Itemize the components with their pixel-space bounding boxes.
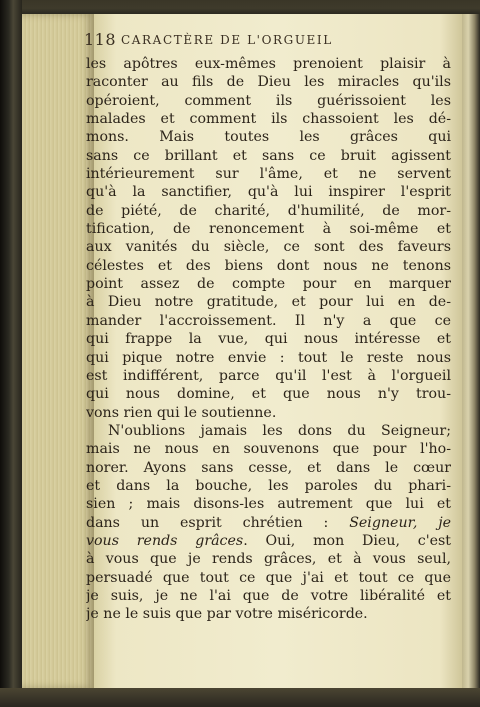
page-text [86, 55, 451, 624]
text-line: les apôtres eux-mêmes prenoient plaisir à [86, 56, 451, 72]
text-line: raconter au fils de Dieu les miracles qu'ils [86, 74, 451, 91]
text-line: mons. Mais toutes les grâces qui [86, 129, 451, 146]
text-line: vons rien qui le soutienne. [86, 404, 277, 421]
text-line: à vous que je rends grâces, et à vous seul, [86, 551, 451, 568]
text-line-with-italic [86, 532, 451, 550]
text-line: point assez de compte pour en marquer [86, 276, 451, 293]
text-line: sien ; mais disons-les autrement que lui et [86, 496, 451, 513]
running-title: CARACTÈRE DE L'ORGUEIL [121, 33, 333, 47]
paragraph-2 [86, 422, 451, 624]
text-line: persuadé que tout ce que j'ai et tout ce que [86, 569, 451, 586]
italic-quote: Seigneur, je [349, 514, 451, 531]
text-run: . Oui, mon Dieu, c'est [243, 532, 451, 549]
text-line: à Dieu notre gratitude, et pour lui en de- [86, 294, 451, 311]
page-header [84, 30, 454, 54]
text-line: norer. Ayons sans cesse, et dans le cœur [86, 459, 451, 476]
text-line: N'oublions jamais les dons du Seigneur; [108, 422, 451, 439]
text-line: qui pique notre envie : tout le reste nous [86, 349, 451, 366]
book-binding-top [0, 0, 480, 14]
paragraph-1 [86, 55, 451, 422]
page-edges-stack [22, 14, 94, 688]
text-line: et dans la bouche, les paroles du phari- [86, 477, 451, 494]
text-line: intérieurement sur l'âme, et ne servent [86, 166, 451, 183]
text-line: qu'à la sanctifier, qu'à lui inspirer l'esprit [86, 184, 451, 201]
text-line: célestes et des biens dont nous ne tenons [86, 257, 451, 274]
book-binding-bottom [0, 688, 480, 707]
page-number: 118 [84, 30, 117, 49]
text-line: opéroient, comment ils guérissoient les [86, 92, 451, 109]
text-line: de piété, de charité, d'humilité, de mor- [86, 202, 451, 219]
facing-page-edge [462, 14, 480, 688]
text-line: qui nous domine, et que nous n'y trou- [86, 386, 451, 403]
text-run: dans un esprit chrétien : [86, 514, 350, 531]
text-line: tification, de renoncement à soi-même et [86, 221, 451, 238]
text-line: malades et comment ils chassoient les dé- [86, 111, 451, 128]
text-line: est indifférent, parce qu'il l'est à l'orgueil [86, 367, 451, 384]
text-line: aux vanités du siècle, ce sont des faveurs [86, 239, 451, 256]
text-line: je suis, je ne l'ai que de votre libéralité et [86, 587, 451, 604]
book-binding-left [0, 0, 22, 707]
text-line: sans ce brillant et sans ce bruit agissent [86, 147, 451, 164]
text-line-with-italic [86, 514, 451, 532]
italic-quote: vous rends grâces [86, 532, 244, 549]
text-line: mais ne nous en souvenons que pour l'ho- [86, 441, 451, 458]
text-line: mander l'accroissement. Il n'y a que ce [86, 312, 451, 329]
text-line: qui frappe la vue, qui nous intéresse et [86, 331, 451, 348]
text-line: je ne le suis que par votre miséricorde. [86, 606, 368, 623]
